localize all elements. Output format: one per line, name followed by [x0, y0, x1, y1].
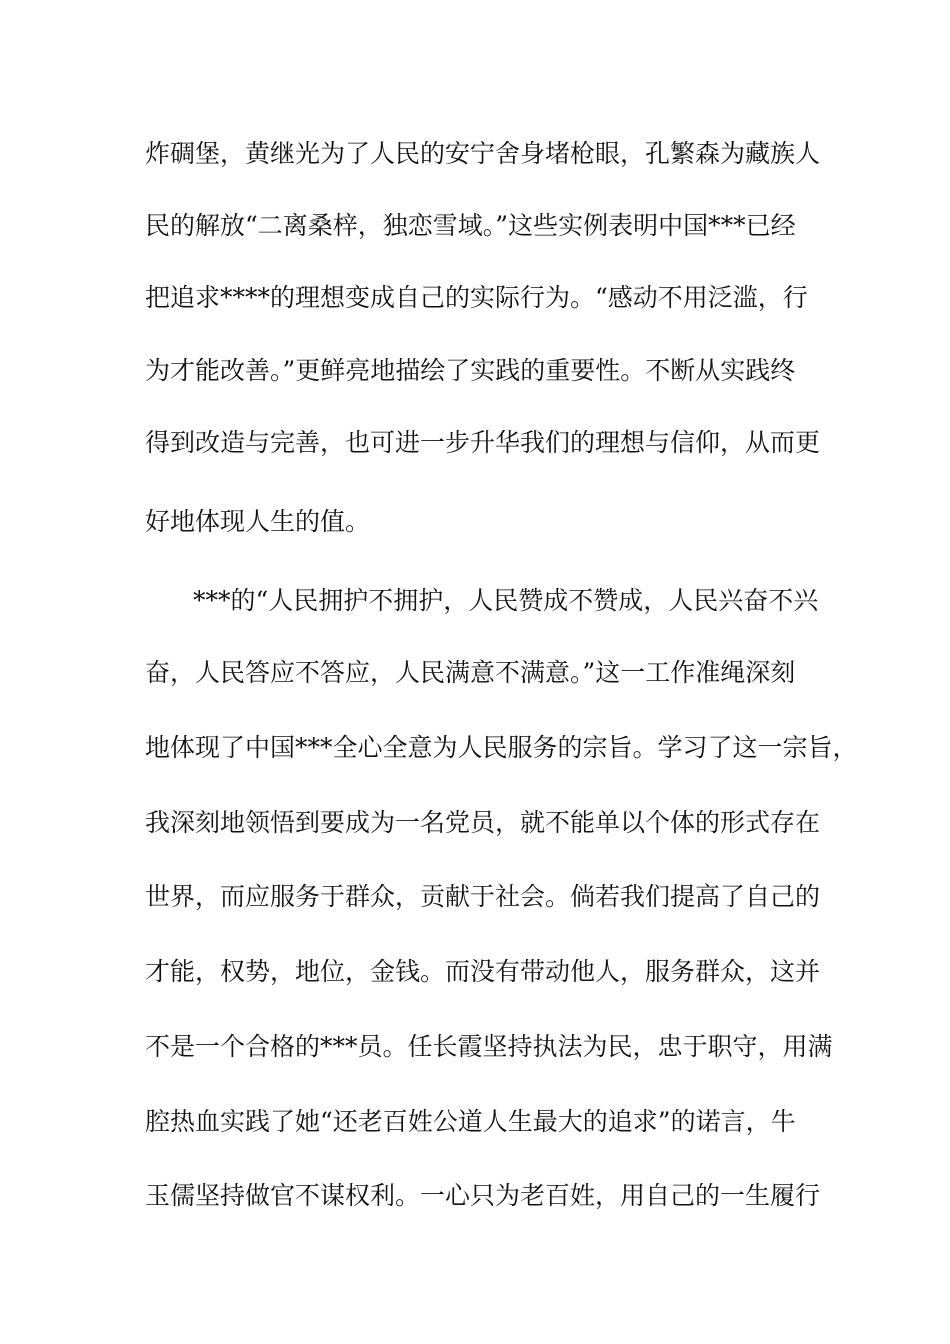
text-line-14: 腔热血实践了她“还老百姓公道人生最大的追求”的诺言，牛 — [145, 1107, 796, 1136]
text-line-1: 炸碉堡，黄继光为了人民的安宁舍身堵枪眼，孔繁森为藏族人 — [145, 139, 821, 168]
text-line-4: 为才能改善。”更鲜亮地描绘了实践的重要性。不断从实践终 — [145, 356, 796, 385]
text-line-12: 才能，权势，地位，金钱。而没有带动他人，服务群众，这并 — [145, 957, 821, 986]
text-line-11: 世界，而应服务于群众，贡献于社会。倘若我们提高了自己的 — [145, 882, 821, 911]
text-line-6: 好地体现人生的值。 — [145, 507, 371, 536]
text-line-15: 玉儒坚持做官不谋权利。一心只为老百姓，用自己的一生履行 — [145, 1181, 821, 1210]
text-line-3: 把追求****的理想变成自己的实际行为。“感动不用泛滥，行 — [145, 283, 808, 312]
text-line-13: 不是一个合格的***员。任长霞坚持执法为民，忠于职守，用满 — [145, 1032, 833, 1061]
text-line-5: 得到改造与完善，也可进一步升华我们的理想与信仰，从而更 — [145, 428, 821, 457]
text-line-10: 我深刻地领悟到要成为一名党员，就不能单以个体的形式存在 — [145, 808, 821, 837]
text-line-7: ***的“人民拥护不拥护，人民赞成不赞成，人民兴奋不兴 — [193, 586, 819, 615]
text-line-8: 奋，人民答应不答应，人民满意不满意。”这一工作准绳深刻 — [145, 658, 796, 687]
text-line-2: 民的解放“二离桑梓，独恋雪域。”这些实例表明中国***已经 — [145, 211, 796, 240]
text-line-9: 地体现了中国***全心全意为人民服务的宗旨。学习了这一宗旨， — [145, 733, 858, 762]
